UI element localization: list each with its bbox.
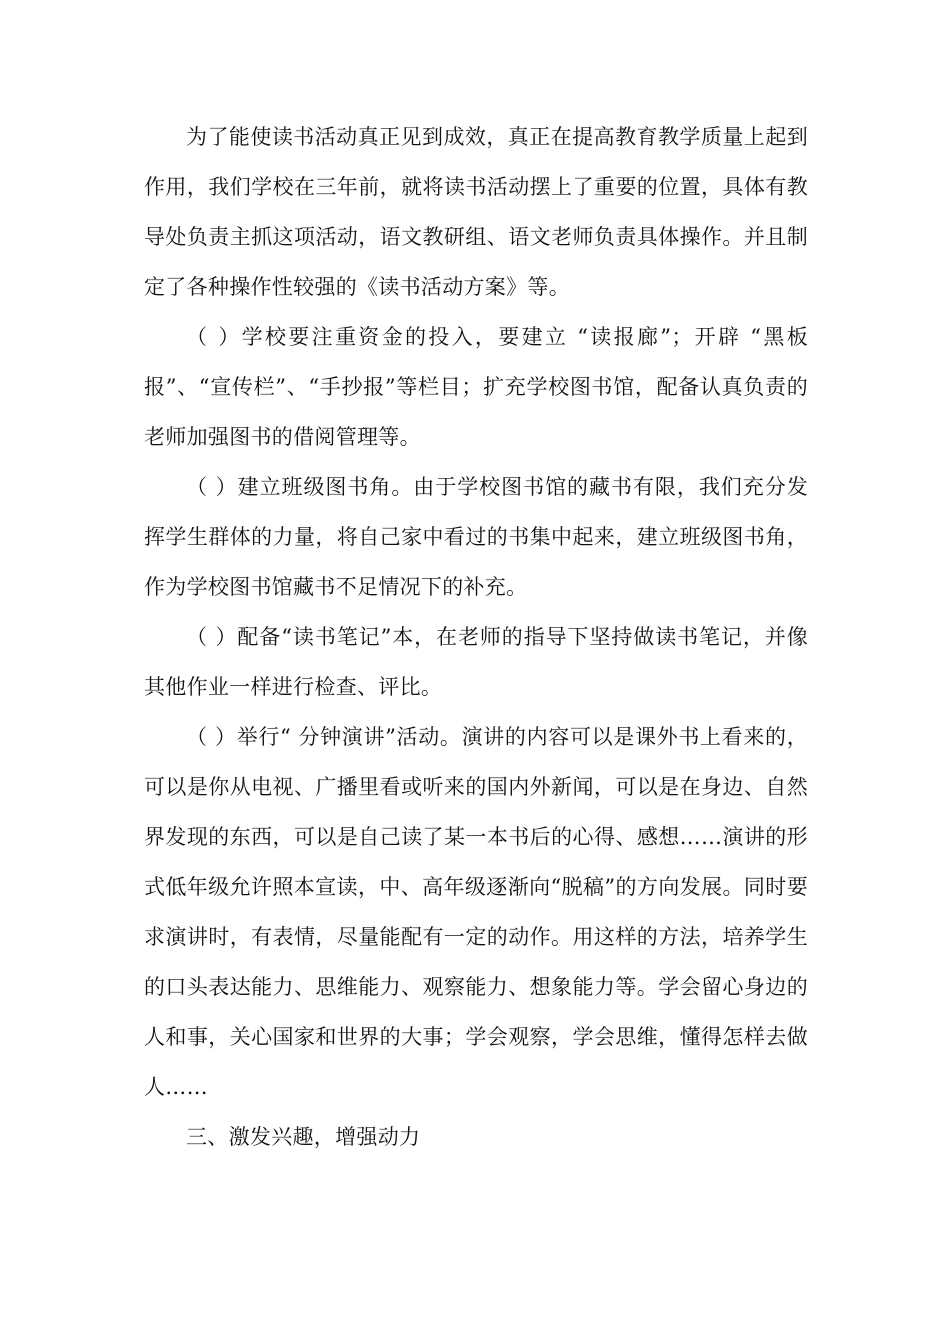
paragraph-class-library: （ ）建立班级图书角。由于学校图书馆的藏书有限，我们充分发挥学生群体的力量，将自己家中看过的书集中起来，建立班级图书角，作为学校图书馆藏书不足情况下的补充。 — [144, 475, 808, 599]
document-page — [144, 112, 808, 1162]
paragraph-speech-activity: （ ）举行“ 分钟演讲”活动。演讲的内容可以是课外书上看来的，可以是你从电视、广播里看或听来的国内外新闻，可以是在身边、自然界发现的东西，可以是自己读了某一本书后的心得、感想……演讲的形式低年级允许照本宣读，中、高年级逐渐向“脱稿”的方向发展。同时要求演讲时，有表情，尽量能配有一定的动作。用这样的方法，培养学生的口头表达能力、思维能力、观察能力、想象能力等。学会留心身边的人和事，关心国家和世界的大事；学会观察，学会思维，懂得怎样去做人…… — [144, 725, 808, 1099]
paragraph-intro: 为了能使读书活动真正见到成效，真正在提高教育教学质量上起到作用，我们学校在三年前，就将读书活动摆上了重要的位置，具体有教导处负责主抓这项活动，语文教研组、语文老师负责具体操作。并且制定了各种操作性较强的《读书活动方案》等。 — [144, 125, 808, 299]
paragraph-funding: （ ）学校要注重资金的投入，要建立 “读报廊”；开辟 “黑板报”、“宣传栏”、“手抄报”等栏目；扩充学校图书馆，配备认真负责的老师加强图书的借阅管理等。 — [144, 325, 808, 449]
section-heading: 三、激发兴趣，增强动力 — [186, 1125, 421, 1149]
paragraph-reading-notes: （ ）配备“读书笔记”本，在老师的指导下坚持做读书笔记，并像其他作业一样进行检查、评比。 — [144, 625, 808, 699]
